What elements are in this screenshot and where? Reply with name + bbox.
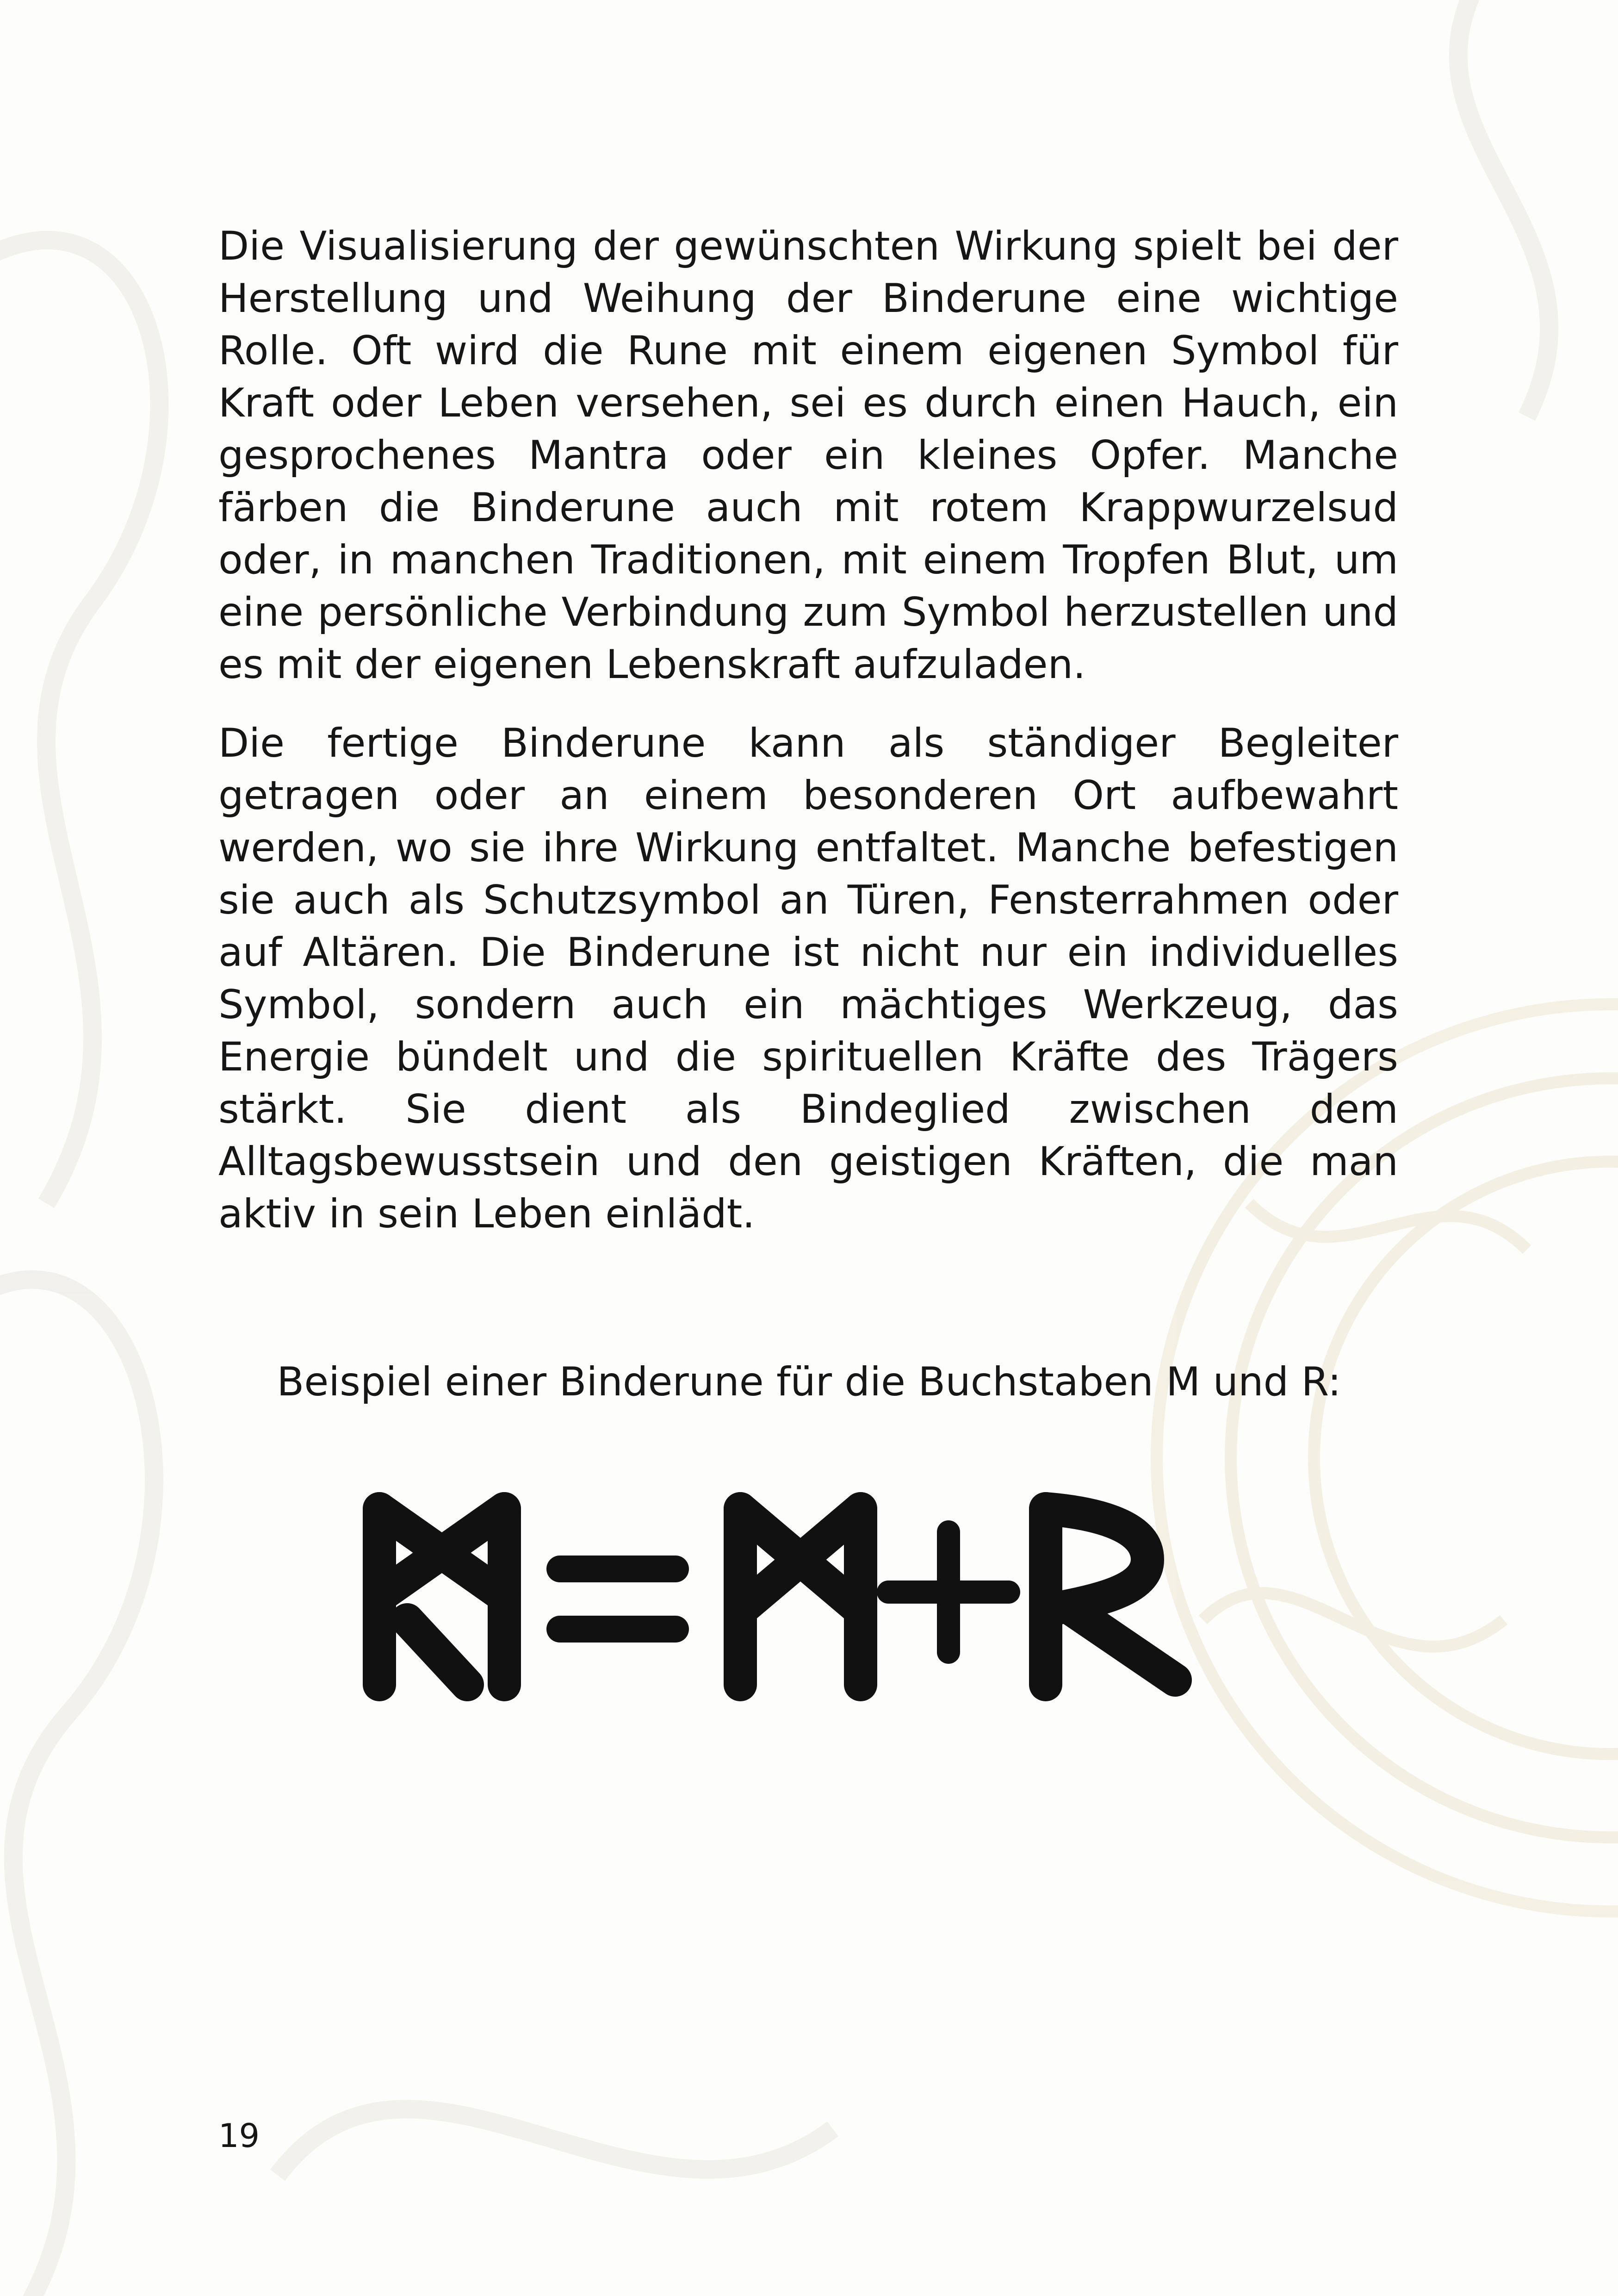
raidho-rune-icon <box>1046 1509 1175 1685</box>
page-number: 19 <box>218 2117 260 2155</box>
equals-icon <box>560 1569 676 1629</box>
body-paragraph-2: Die fertige Binderune kann als ständiger Begleiter getragen oder an einem besonderen Ort aufbewahrt werden, wo sie ihre Wirkung entfaltet. Manche befestigen sie auch als Schutzsymbol an Türen, Fensterrahmen oder auf Altären. Die Binderune ist nicht nur ein individuelles Symbol, sondern auch ein mächtiges Werkzeug, das Energie bündelt und die spirituellen Kräfte des Trägers stärkt. Sie dient als Bindeglied zwischen dem Alltagsbewusstsein und den geistigen Kräften, die man aktiv in sein Leben einlädt. <box>218 720 1398 1237</box>
figure-caption: Beispiel einer Binderune für die Buchstaben M und R: <box>277 1359 1341 1405</box>
mannaz-rune-icon <box>740 1509 861 1685</box>
plus-icon <box>888 1532 1009 1652</box>
bindrune-icon <box>379 1509 504 1685</box>
bindrune-figure <box>352 1481 1212 1712</box>
body-paragraph-1: Die Visualisierung der gewünschten Wirkung spielt bei der Herstellung und Weihung der Binderune eine wichtige Rolle. Oft wird die Rune mit einem eigenen Symbol für Kraft oder Leben versehen, sei es durch einen Hauch, ein gesprochenes Mantra oder ein kleines Opfer. Manche färben die Binderune auch mit rotem Krappwurzelsud oder, in manchen Traditionen, mit einem Tropfen Blut, um eine persönliche Verbindung zum Symbol herzustellen und es mit der eigenen Lebenskraft aufzuladen. <box>218 223 1398 688</box>
